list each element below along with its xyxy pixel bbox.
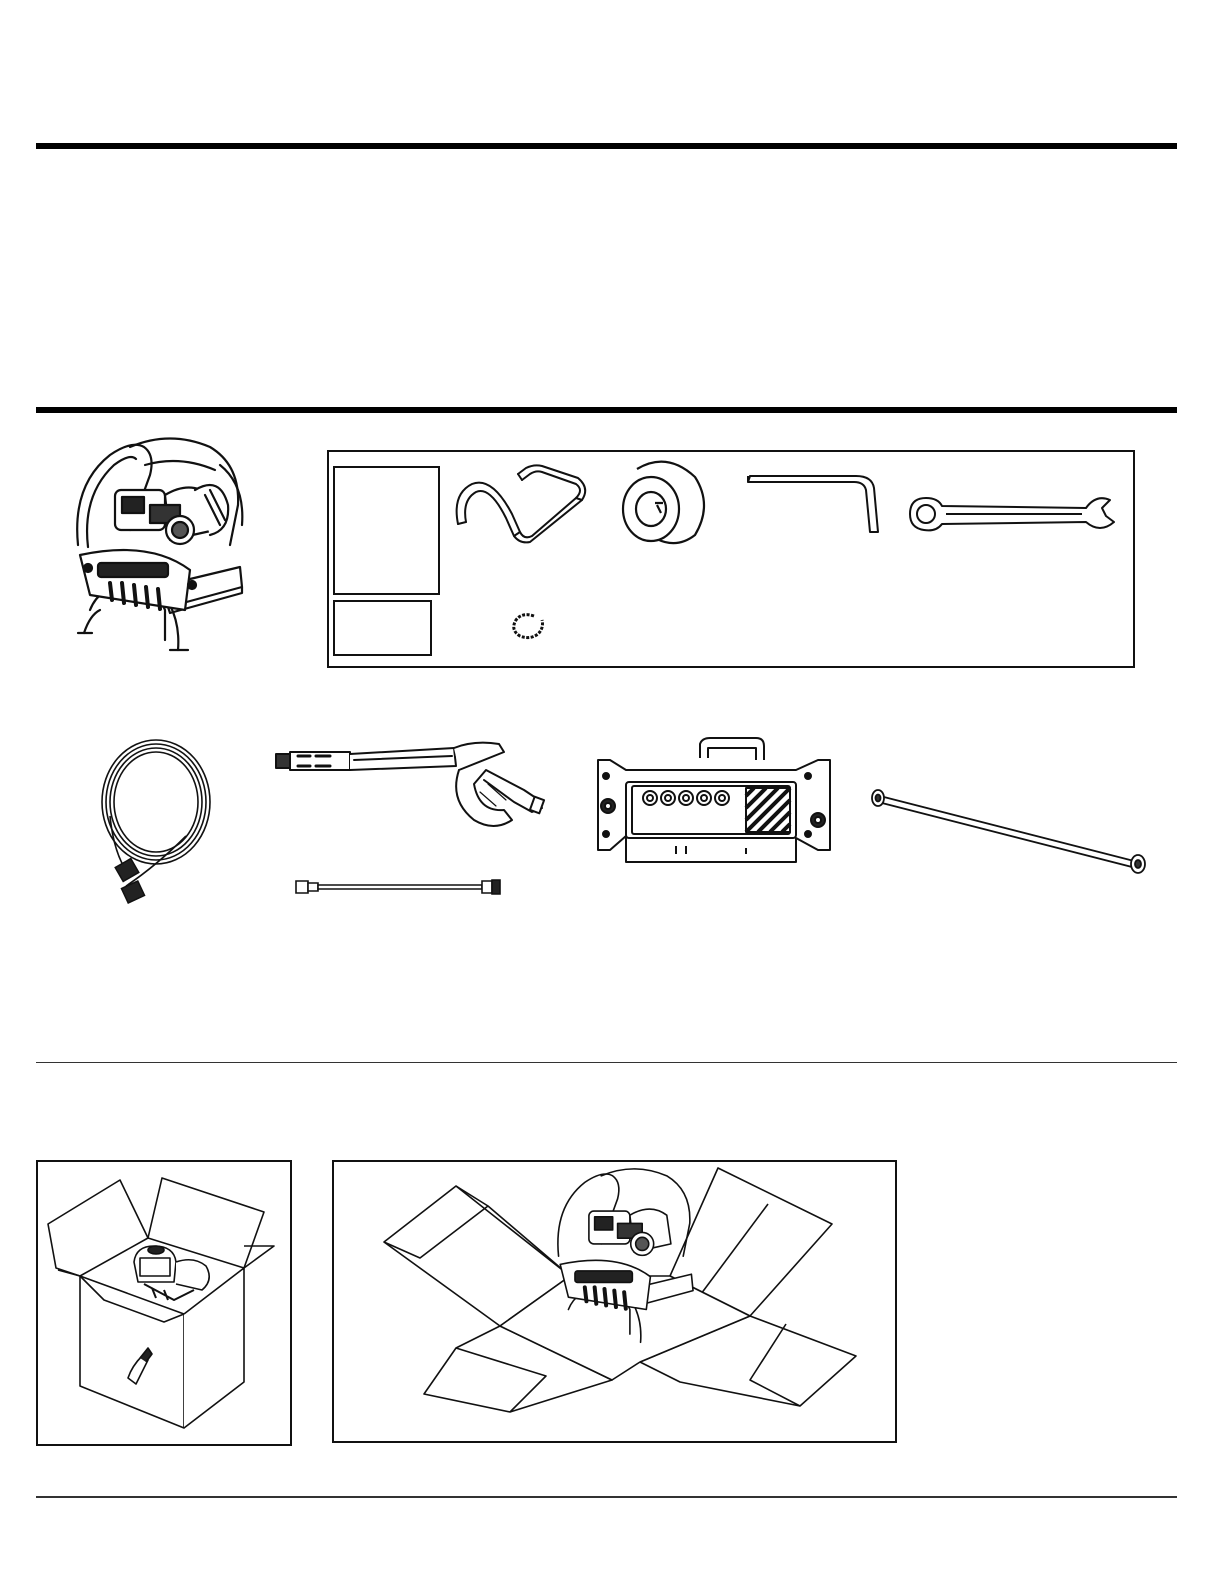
o-ring-icon [508,610,548,642]
round-cap-icon [617,457,709,547]
flattened-box-icon [380,1166,860,1416]
hose-coil-icon [96,736,216,906]
hardware-label-box-lower [333,600,432,656]
section-rule-unpacking [36,1062,1177,1063]
u-bracket-icon [452,464,592,544]
box-with-cutter-icon [44,1172,276,1434]
wand-icon [294,877,504,897]
pressure-washer-icon [70,435,250,655]
hardware-label-box-upper [333,466,440,595]
nozzle-panel-icon [596,738,832,868]
allen-key-icon [746,476,882,536]
section-rule-bottom [36,1496,1177,1498]
rod-icon [866,784,1146,876]
section-rule-parts [36,407,1177,413]
section-rule-top [36,143,1177,149]
wrench-icon [906,492,1116,536]
hardware-kit-frame [327,450,1135,668]
spray-gun-icon [274,740,550,836]
